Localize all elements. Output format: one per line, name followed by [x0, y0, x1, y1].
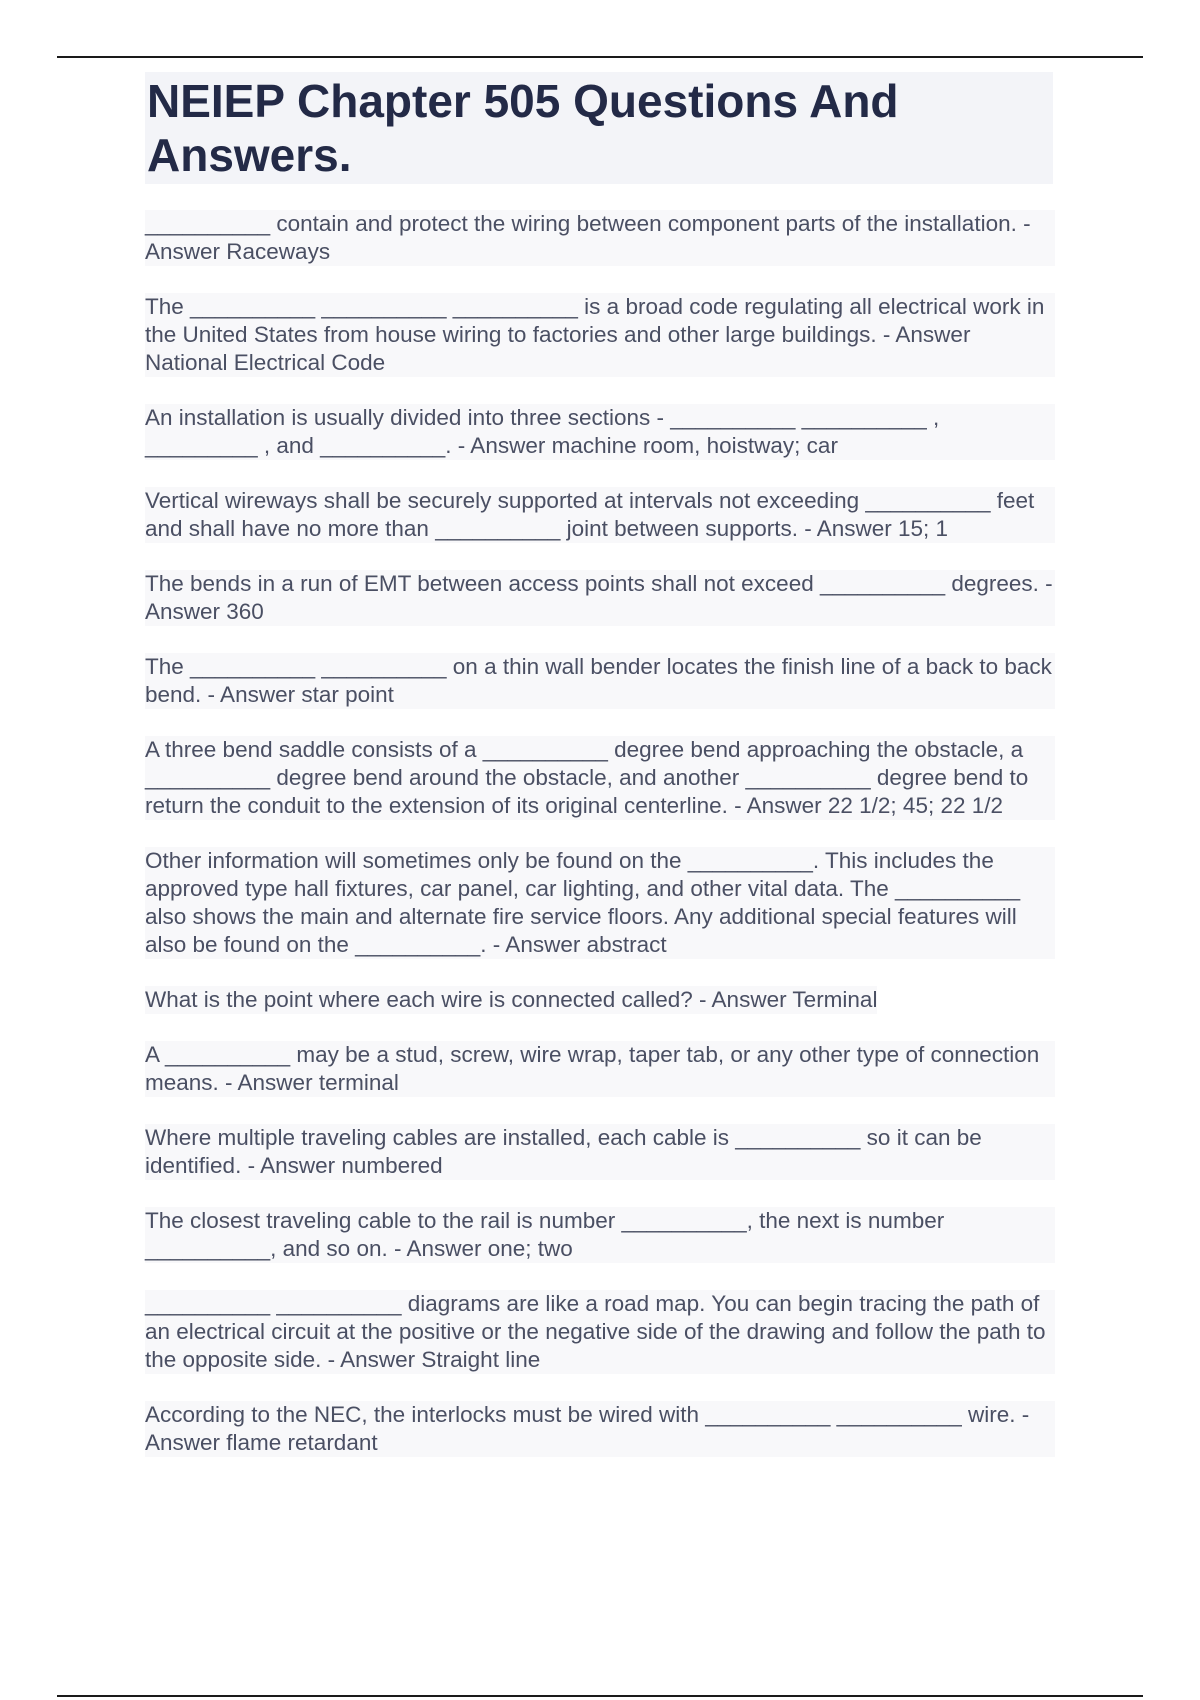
qa-item: The closest traveling cable to the rail is number __________, the next is number __________, and so on. - Answer one; two: [145, 1207, 1055, 1263]
qa-item: The __________ __________ on a thin wall bender locates the finish line of a back to back bend. - Answer star point: [145, 653, 1055, 709]
qa-item: A __________ may be a stud, screw, wire wrap, taper tab, or any other type of connection means. - Answer terminal: [145, 1041, 1055, 1097]
qa-list: [145, 210, 1055, 1484]
title-block: [145, 72, 1053, 184]
qa-item: A three bend saddle consists of a __________ degree bend approaching the obstacle, a __________ degree bend around the obstacle, and another __________ degree bend to return the conduit to the extension of its original centerline. - Answer 22 1/2; 45; 22 1/2: [145, 736, 1055, 820]
qa-item: Where multiple traveling cables are installed, each cable is __________ so it can be identified. - Answer numbered: [145, 1124, 1055, 1180]
bottom-rule: [57, 1695, 1143, 1697]
qa-item: The bends in a run of EMT between access points shall not exceed __________ degrees. - Answer 360: [145, 570, 1055, 626]
top-rule: [57, 56, 1143, 58]
qa-item: __________ __________ diagrams are like a road map. You can begin tracing the path of an electrical circuit at the positive or the negative side of the drawing and follow the path to the opposite side. - Answer Straight line: [145, 1290, 1055, 1374]
qa-item: Vertical wireways shall be securely supported at intervals not exceeding __________ feet and shall have no more than __________ joint between supports. - Answer 15; 1: [145, 487, 1055, 543]
qa-item: An installation is usually divided into three sections - __________ __________ , _________ , and __________. - Answer machine room, hoistway; car: [145, 404, 1055, 460]
document-title: NEIEP Chapter 505 Questions And Answers.: [147, 75, 899, 181]
qa-item: Other information will sometimes only be found on the __________. This includes the approved type hall fixtures, car panel, car lighting, and other vital data. The __________ also shows the main and alternate fire service floors. Any additional special features will also be found on the __________. - Answer abstract: [145, 847, 1055, 959]
qa-item: The __________ __________ __________ is a broad code regulating all electrical work in the United States from house wiring to factories and other large buildings. - Answer National Electrical Code: [145, 293, 1055, 377]
qa-item: __________ contain and protect the wiring between component parts of the installation. - Answer Raceways: [145, 210, 1055, 266]
qa-item: What is the point where each wire is connected called? - Answer Terminal: [145, 987, 878, 1012]
qa-item: According to the NEC, the interlocks must be wired with __________ __________ wire. - Answer flame retardant: [145, 1401, 1055, 1457]
